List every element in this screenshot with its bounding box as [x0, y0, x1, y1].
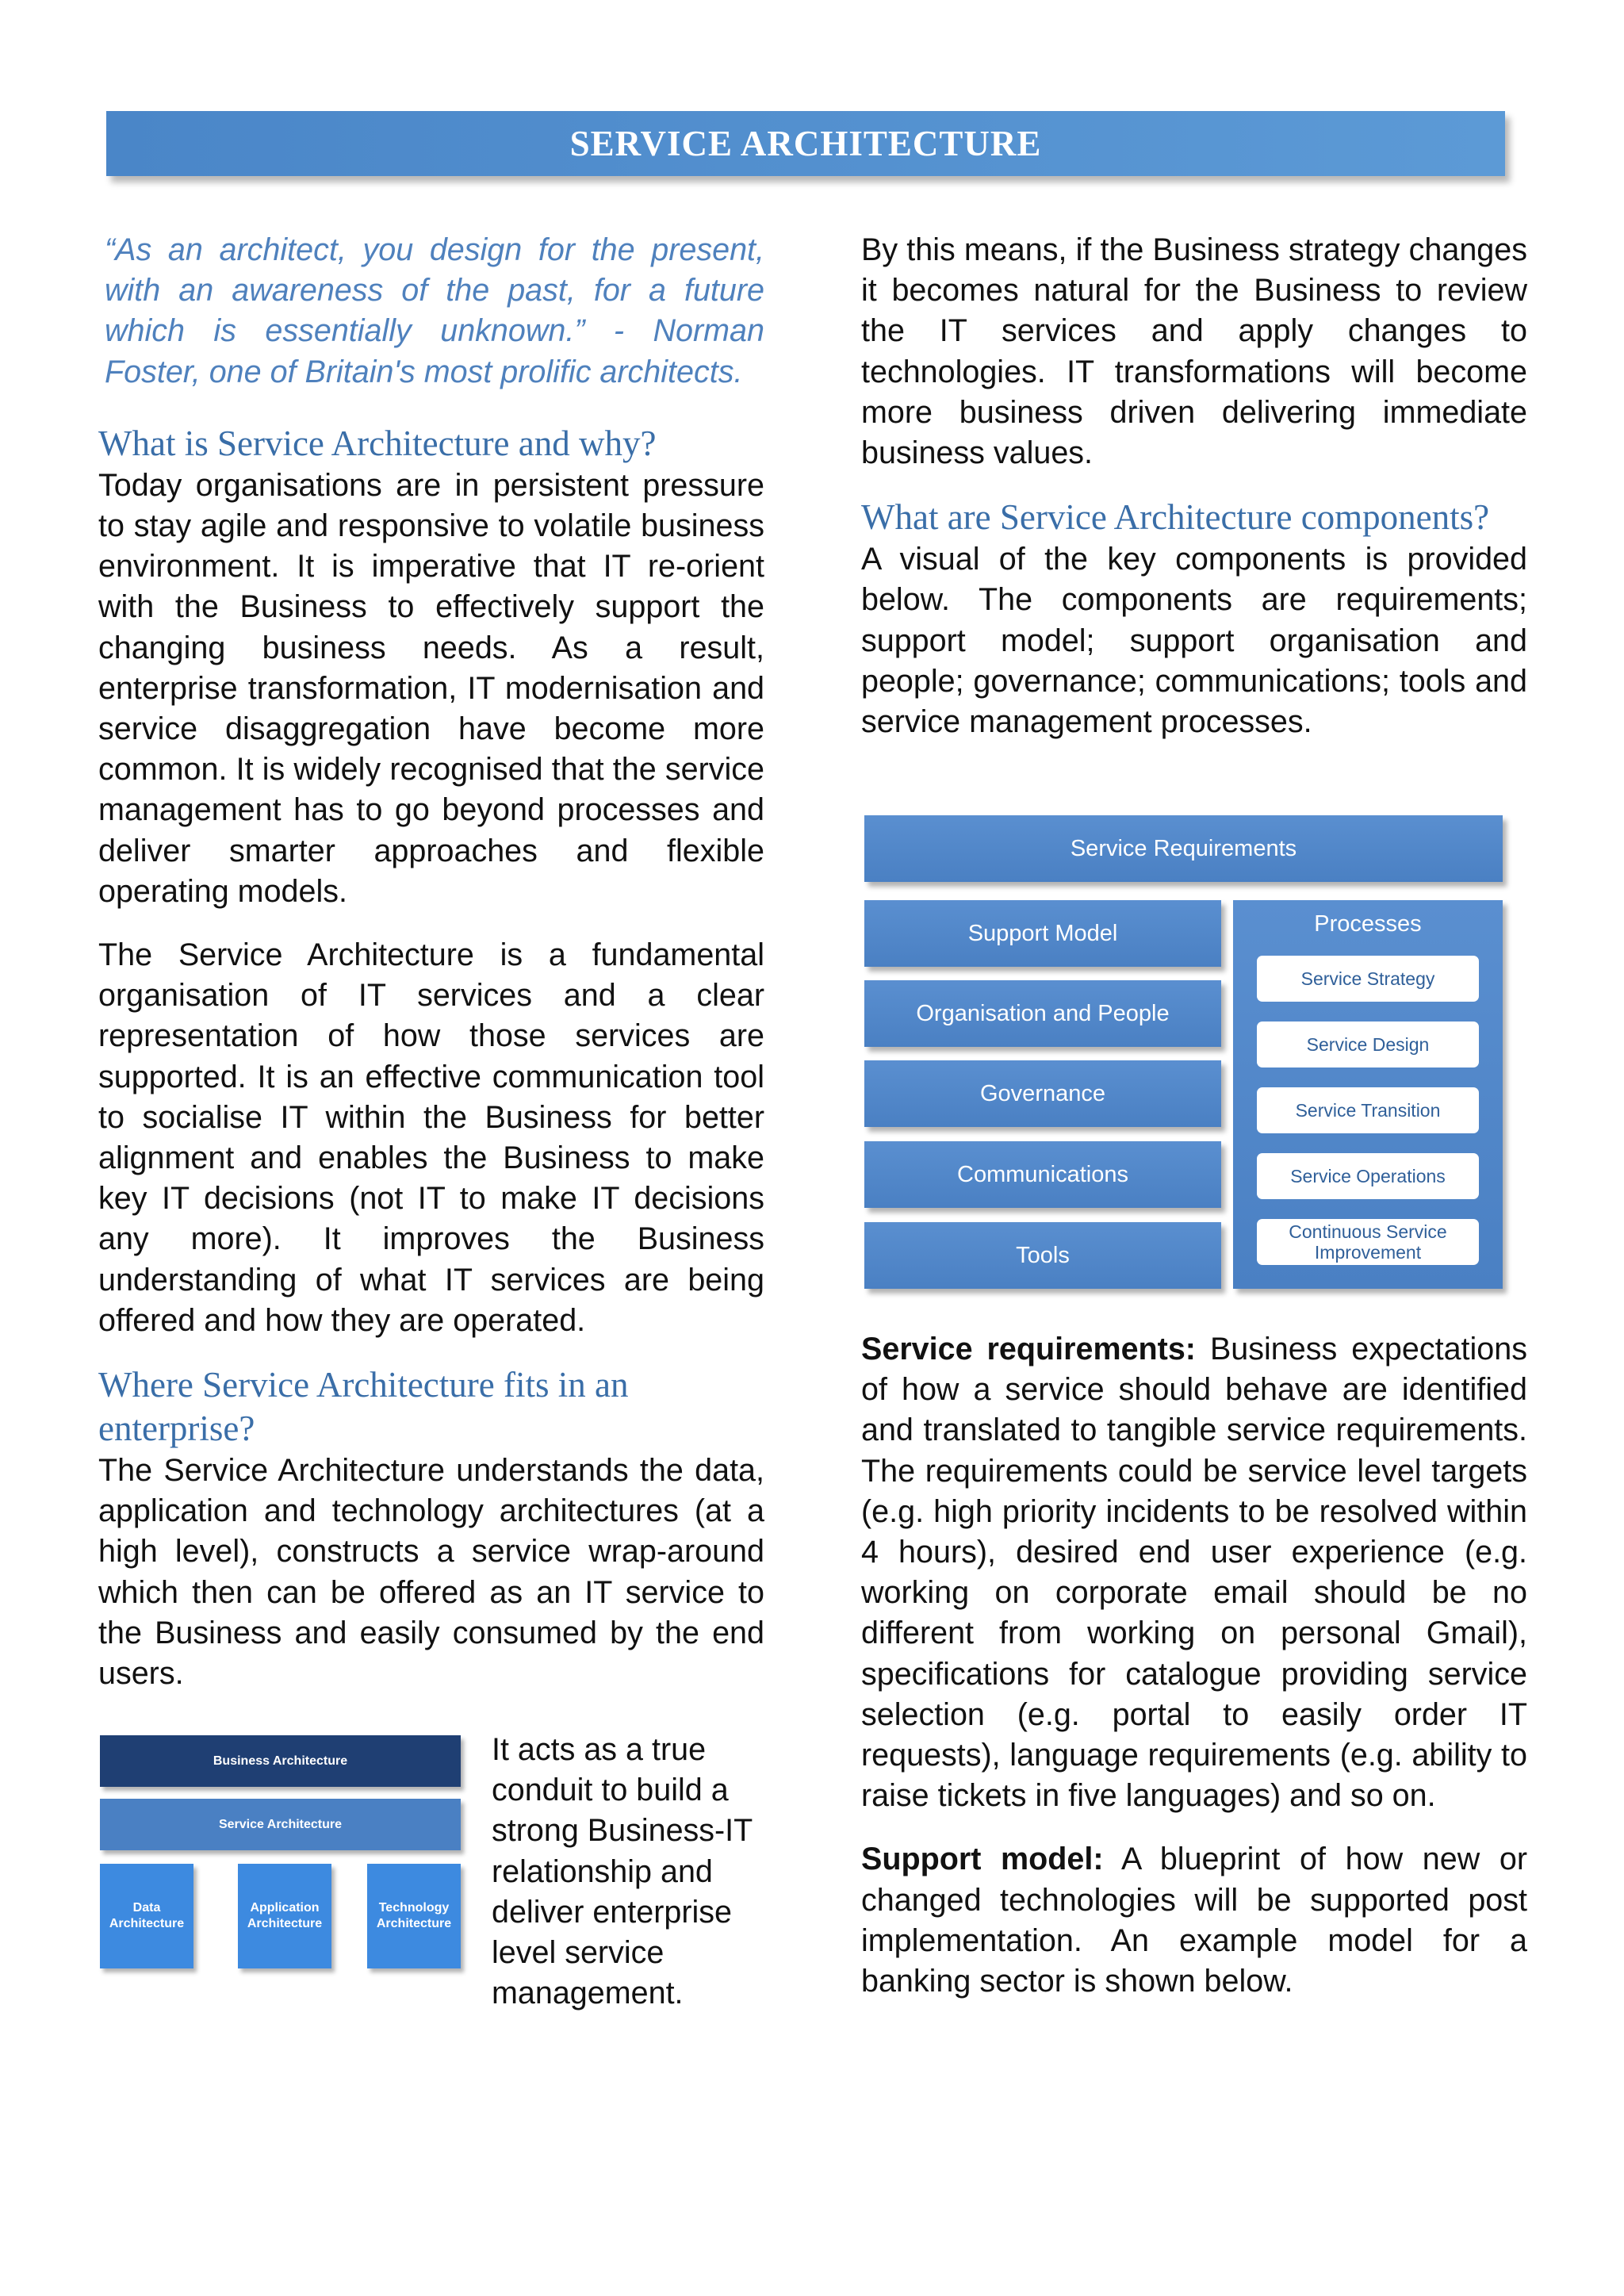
communications-box: Communications: [864, 1141, 1221, 1208]
process-service-strategy: Service Strategy: [1257, 956, 1479, 1002]
business-architecture-box: Business Architecture: [100, 1735, 461, 1787]
paragraph-what-is-2: The Service Architecture is a fundamental organisation of IT services and a clear representation of how those services are supported. It is an effective communication tool to socialise IT within the Business for better alignment and enables the Business to make key IT decisions (not IT to make IT decisions any more). It improves the Business understanding of what IT services are being offered and how they are operated.: [98, 937, 764, 1338]
paragraph-by-this-means: By this means, if the Business strategy changes it becomes natural for the Business to review the IT services and apply changes to technologies. IT transformations will become more business driven delivering immediate business values.: [861, 232, 1527, 471]
paragraph-where-fits: The Service Architecture understands the data, application and technology architectures (at a high level), constructs a service wrap-around which then can be offered as an IT service to the Business and easily consumed by the end users.: [98, 1453, 764, 1692]
right-column: [861, 230, 1527, 742]
conduit-text: It acts as a true conduit to build a strong Business-IT relationship and deliver enterprise level service management.: [492, 1732, 753, 2011]
process-continuous-improvement: Continuous Service Improvement: [1257, 1219, 1479, 1265]
data-architecture-box: Data Architecture: [100, 1864, 193, 1968]
heading-where-fits: Where Service Architecture fits in an enterprise?: [98, 1365, 629, 1449]
enterprise-architecture-diagram: [100, 1735, 465, 1973]
paragraph-service-requirements: [861, 1329, 1527, 1816]
service-requirements-text: Business expectations of how a service should behave are identified and translated to tangible service requirements. The requirements could be service level targets (e.g. high priority incidents to be resolved within 4 hours), desired end user experience (e.g. working on corporate email should be no different from working on personal Gmail), specifications for catalogue providing service selection (e.g. portal to easily order IT requests), language requirements (e.g. ability to raise tickets in five languages) and so on.: [861, 1332, 1527, 1814]
governance-box: Governance: [864, 1060, 1221, 1127]
technology-architecture-box: Technology Architecture: [367, 1864, 461, 1968]
paragraph-what-is-1: Today organisations are in persistent pressure to stay agile and responsive to volatile business environment. It is imperative that IT re-orient with the Business to effectively support the changing business needs. As a result, enterprise transformation, IT modernisation and service disaggregation have become more common. It is widely recognised that the service management has to go beyond processes and deliver smarter approaches and flexible operating models.: [98, 467, 764, 909]
service-architecture-components-diagram: [864, 815, 1505, 1291]
processes-title: Processes: [1314, 911, 1422, 937]
support-model-box: Support Model: [864, 900, 1221, 967]
page-title: SERVICE ARCHITECTURE: [569, 124, 1042, 163]
tools-box: Tools: [864, 1222, 1221, 1289]
paragraph-components: A visual of the key components is provided below. The components are requirements; support model; support organisation and people; governance; communications; tools and service management processes.: [861, 542, 1527, 740]
processes-panel: [1233, 900, 1503, 1289]
process-service-design: Service Design: [1257, 1022, 1479, 1068]
architect-quote: “As an architect, you design for the present, with an awareness of the past, for a future which is essentially unknown.” - Norman Foster, one of Britain's most prolific architects.: [105, 232, 764, 389]
service-architecture-box: Service Architecture: [100, 1799, 461, 1850]
support-model-text: A blueprint of how new or changed technologies will be supported post implementation. An example model for a banking sector is shown below.: [861, 1842, 1527, 1999]
application-architecture-box: Application Architecture: [238, 1864, 331, 1968]
service-requirements-box: Service Requirements: [864, 815, 1503, 882]
right-column-lower: [861, 1329, 1527, 2002]
service-requirements-lead: Service requirements:: [861, 1332, 1196, 1366]
support-model-lead: Support model:: [861, 1842, 1104, 1877]
process-service-operations: Service Operations: [1257, 1153, 1479, 1199]
heading-components: What are Service Architecture components?: [861, 497, 1490, 538]
left-column: [98, 230, 764, 1694]
heading-what-is: What is Service Architecture and why?: [98, 423, 657, 463]
process-service-transition: Service Transition: [1257, 1087, 1479, 1133]
paragraph-support-model: [861, 1839, 1527, 2002]
organisation-people-box: Organisation and People: [864, 980, 1221, 1047]
title-banner: [106, 111, 1505, 176]
